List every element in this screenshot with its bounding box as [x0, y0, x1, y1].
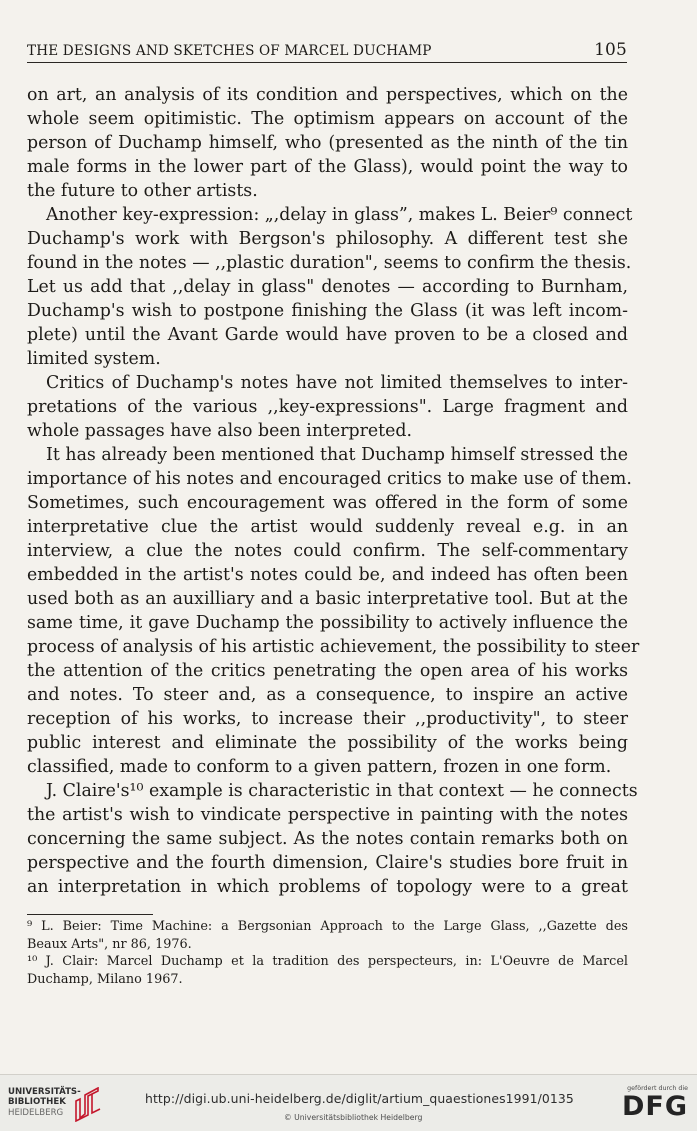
body-line: Duchamp's wish to postpone finishing the Glass (it was left incom- — [27, 301, 628, 321]
body-line: Duchamp's work with Bergson's philosophy. A different test she — [27, 229, 628, 249]
library-name — [8, 1087, 81, 1118]
running-title: THE DESIGNS AND SKETCHES OF MARCEL DUCHAMP — [27, 43, 432, 59]
body-line: the attention of the critics penetrating the open area of his works — [27, 661, 628, 681]
body-line: concerning the same subject. As the notes contain remarks both on — [27, 829, 628, 849]
body-line: importance of his notes and encouraged critics to make use of them. — [27, 469, 632, 489]
body-line: classified, made to conform to a given pattern, frozen in one form. — [27, 757, 612, 777]
body-line: process of analysis of his artistic achievement, the possibility to steer — [27, 637, 640, 657]
footnote-line: Beaux Arts", nr 86, 1976. — [27, 936, 192, 952]
body-line: used both as an auxilliary and a basic interpretative tool. But at the — [27, 589, 628, 609]
page-number: 105 — [594, 40, 627, 60]
permalink[interactable]: http://digi.ub.uni-heidelberg.de/diglit/artium_quaestiones1991/0135 — [145, 1091, 574, 1106]
body-line: limited system. — [27, 349, 161, 369]
body-line: pretations of the various ,,key-expressions". Large fragment and — [27, 397, 628, 417]
library-name-line: BIBLIOTHEK — [8, 1097, 66, 1108]
footnote-line: ⁹ L. Beier: Time Machine: a Bergsonian Approach to the Large Glass, ,,Gazette des — [27, 919, 628, 934]
body-line: found in the notes — ,,plastic duration", seems to confirm the thesis. — [27, 253, 632, 273]
body-line: Another key-expression: „,delay in glass”, makes L. Beier⁹ connect — [46, 205, 633, 225]
body-line: reception of his works, to increase their ,,productivity", to steer — [27, 709, 628, 729]
footnote-divider — [27, 914, 153, 915]
body-line: on art, an analysis of its condition and perspectives, which on the — [27, 85, 628, 105]
body-line: J. Claire's¹⁰ example is characteristic in that context — he connects — [46, 781, 638, 801]
body-line: whole seem opitimistic. The optimism appears on account of the — [27, 109, 628, 129]
digitization-footer — [0, 1074, 697, 1131]
body-line: whole passages have also been interpreted. — [27, 421, 413, 441]
body-text — [27, 83, 640, 899]
body-line: an interpretation in which problems of topology were to a great — [27, 877, 628, 897]
body-line: male forms in the lower part of the Glass), would point the way to — [27, 157, 628, 177]
body-line: same time, it gave Duchamp the possibility to actively influence the — [27, 613, 628, 633]
body-line: interview, a clue the notes could confirm. The self-commentary — [27, 541, 628, 561]
footnote-line: ¹⁰ J. Clair: Marcel Duchamp et la tradition des perspecteurs, in: L'Oeuvre de Marcel — [27, 954, 628, 969]
body-line: Sometimes, such encouragement was offered in the form of some — [27, 493, 628, 513]
library-name-line: UNIVERSITÄTS- — [8, 1087, 81, 1097]
body-line: perspective and the fourth dimension, Claire's studies bore fruit in — [27, 853, 628, 873]
body-line: the artist's wish to vindicate perspective in painting with the notes — [27, 805, 628, 825]
body-line: embedded in the artist's notes could be, and indeed has often been — [27, 565, 628, 585]
dfg-wordmark: DFG — [621, 1091, 688, 1122]
footnote-line: Duchamp, Milano 1967. — [27, 971, 183, 987]
body-line: person of Duchamp himself, who (presented as the ninth of the tin — [27, 133, 628, 153]
funding-note: gefördert durch die — [627, 1085, 688, 1092]
library-name-line: HEIDELBERG — [8, 1107, 64, 1118]
body-line: and notes. To steer and, as a consequence, to inspire an active — [27, 685, 628, 705]
dfg-logo[interactable] — [618, 1085, 688, 1127]
library-logo[interactable] — [8, 1087, 100, 1123]
body-line: Critics of Duchamp's notes have not limited themselves to inter- — [46, 373, 628, 393]
running-head — [27, 42, 627, 63]
footnotes — [27, 918, 628, 988]
body-line: the future to other artists. — [27, 181, 258, 201]
library-mark-icon — [74, 1087, 102, 1122]
body-line: public interest and eliminate the possibility of the works being — [27, 733, 628, 753]
copyright-notice: © Universitätsbibliothek Heidelberg — [284, 1113, 423, 1122]
body-line: Let us add that ,,delay in glass" denotes — according to Burnham, — [27, 277, 628, 297]
body-line: interpretative clue the artist would suddenly reveal e.g. in an — [27, 517, 628, 537]
body-line: plete) until the Avant Garde would have proven to be a closed and — [27, 325, 628, 345]
body-line: It has already been mentioned that Duchamp himself stressed the — [46, 445, 628, 465]
